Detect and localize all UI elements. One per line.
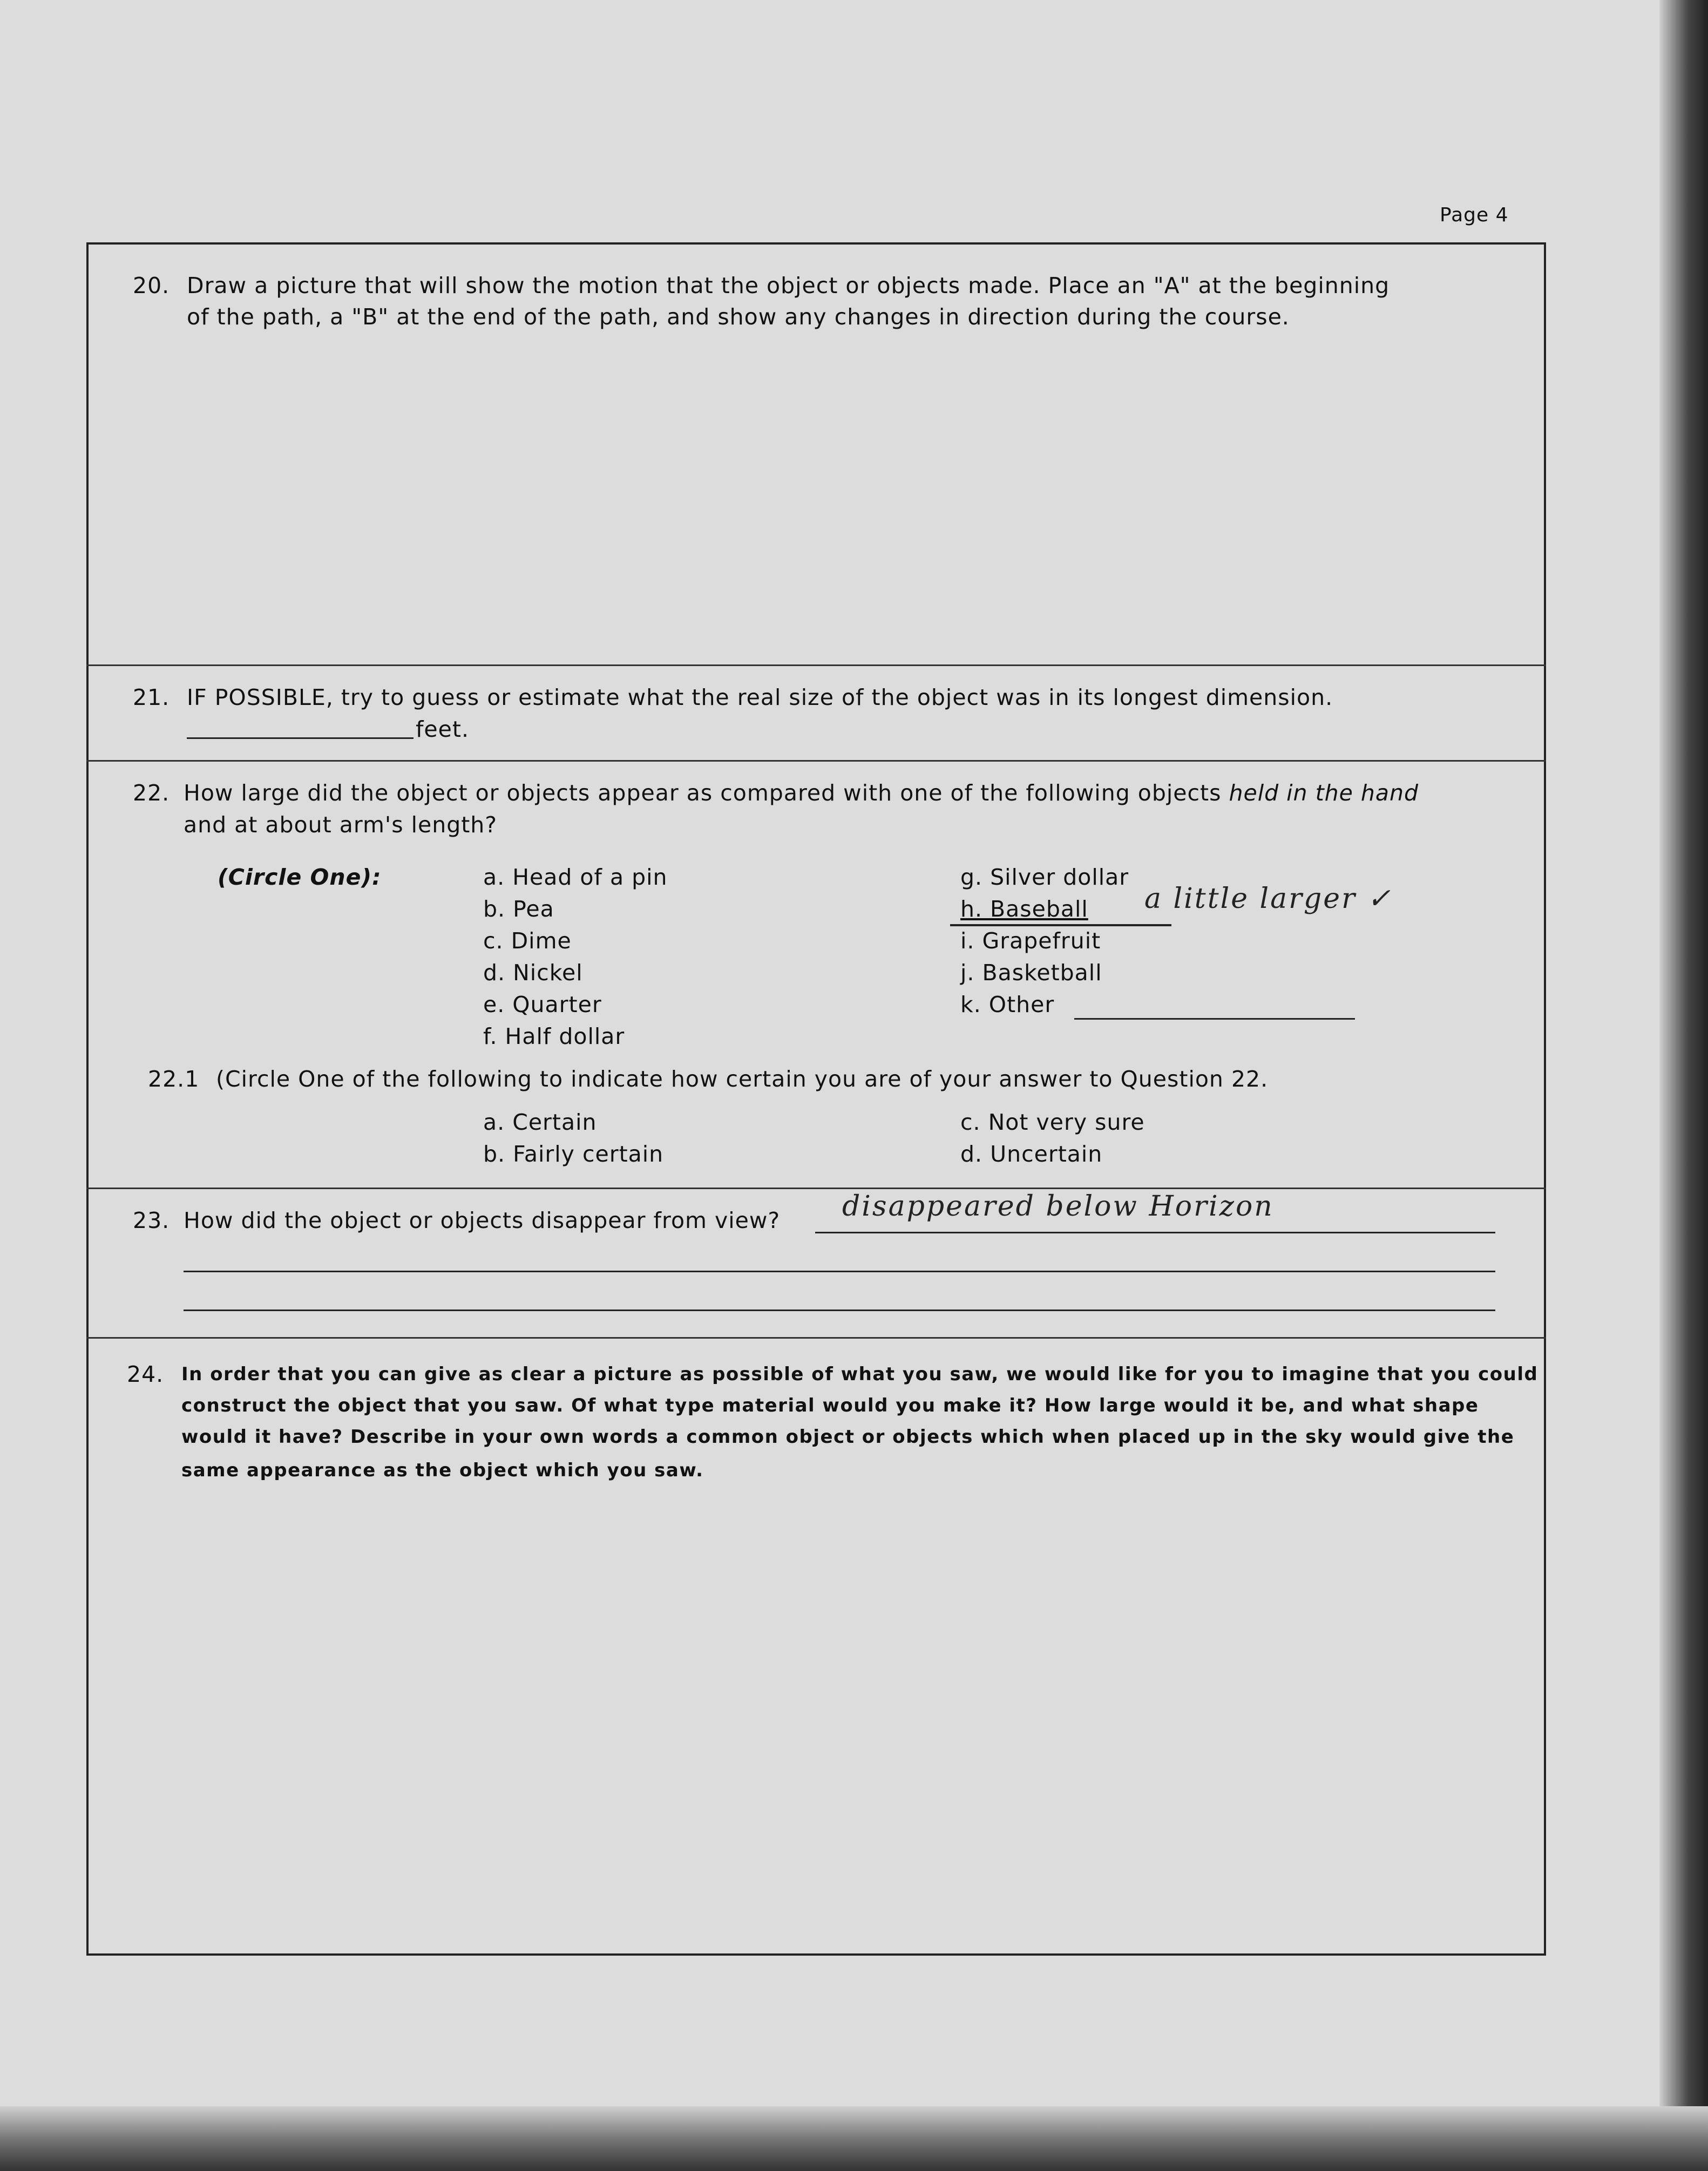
q20-line1: Draw a picture that will show the motion that the object or objects made. Place an "A" at the beginning bbox=[187, 273, 1390, 298]
q24-line2: construct the object that you saw. Of what type material would you make it? How large would it be, and what shape bbox=[181, 1395, 1479, 1416]
q22-1-text: (Circle One of the following to indicate how certain you are of your answer to Question 22. bbox=[216, 1066, 1269, 1092]
q22-handwritten-answer: a little larger ✓ bbox=[1144, 883, 1393, 915]
q22-1-option-b[interactable]: b. Fairly certain bbox=[483, 1141, 664, 1167]
q22-option-c[interactable]: c. Dime bbox=[483, 928, 572, 954]
q21-unit: feet. bbox=[416, 716, 469, 742]
baseball-underline-mark bbox=[950, 924, 1171, 926]
page-number: Page 4 bbox=[1440, 204, 1509, 226]
q22-option-a[interactable]: a. Head of a pin bbox=[483, 864, 668, 890]
q22-circle-label: (Circle One): bbox=[218, 864, 382, 890]
q22-number: 22. bbox=[133, 780, 170, 806]
q23-answer-line-1[interactable] bbox=[815, 1232, 1495, 1233]
q20-drawing-area[interactable] bbox=[108, 345, 1533, 653]
q24-number: 24. bbox=[127, 1361, 164, 1387]
q22-1-option-a[interactable]: a. Certain bbox=[483, 1109, 597, 1135]
q22-option-h[interactable]: h. Baseball bbox=[960, 896, 1088, 922]
q23-number: 23. bbox=[133, 1207, 170, 1233]
q20-line2: of the path, a "B" at the end of the path, and show any changes in direction during the course. bbox=[187, 304, 1290, 330]
q21-text: IF POSSIBLE, try to guess or estimate what the real size of the object was in its longest dimension. bbox=[187, 684, 1333, 710]
divider bbox=[86, 1337, 1546, 1339]
q22-option-b[interactable]: b. Pea bbox=[483, 896, 554, 922]
q24-line1: In order that you can give as clear a picture as possible of what you saw, we would like for you to imagine that you could bbox=[181, 1363, 1538, 1385]
q24-answer-area[interactable] bbox=[108, 1501, 1533, 1943]
q22-1-option-c[interactable]: c. Not very sure bbox=[960, 1109, 1145, 1135]
q22-line2: and at about arm's length? bbox=[184, 812, 498, 838]
q23-answer-line-2[interactable] bbox=[184, 1271, 1495, 1272]
q22-line1-text: How large did the object or objects appear as compared with one of the following objects bbox=[184, 780, 1222, 806]
q22-option-i[interactable]: i. Grapefruit bbox=[960, 928, 1101, 954]
scan-edge-bottom bbox=[0, 2106, 1708, 2171]
q22-1-number: 22.1 bbox=[148, 1066, 200, 1092]
q23-answer-line-3[interactable] bbox=[184, 1310, 1495, 1311]
q23-handwritten-answer: disappeared below Horizon bbox=[842, 1190, 1274, 1223]
q22-other-field[interactable] bbox=[1074, 1018, 1355, 1020]
q22-option-k[interactable]: k. Other bbox=[960, 992, 1055, 1017]
q22-line1-italic: held in the hand bbox=[1229, 780, 1419, 806]
q24-line3: would it have? Describe in your own words a common object or objects which when placed up in the sky would give the bbox=[181, 1426, 1515, 1448]
divider bbox=[86, 1188, 1546, 1189]
q22-option-g[interactable]: g. Silver dollar bbox=[960, 864, 1129, 890]
q20-number: 20. bbox=[133, 273, 170, 298]
scan-edge-right bbox=[1659, 0, 1708, 2171]
q23-text: How did the object or objects disappear from view? bbox=[184, 1207, 781, 1233]
q22-1-option-d[interactable]: d. Uncertain bbox=[960, 1141, 1103, 1167]
q21-number: 21. bbox=[133, 684, 170, 710]
divider bbox=[86, 760, 1546, 762]
q22-option-j[interactable]: j. Basketball bbox=[960, 960, 1102, 986]
q24-line4: same appearance as the object which you saw. bbox=[181, 1460, 704, 1481]
divider bbox=[86, 664, 1546, 666]
q21-size-field[interactable] bbox=[187, 737, 414, 739]
q22-option-e[interactable]: e. Quarter bbox=[483, 992, 602, 1017]
q22-option-d[interactable]: d. Nickel bbox=[483, 960, 583, 986]
q22-option-f[interactable]: f. Half dollar bbox=[483, 1023, 625, 1049]
q22-line1 bbox=[184, 780, 1419, 806]
